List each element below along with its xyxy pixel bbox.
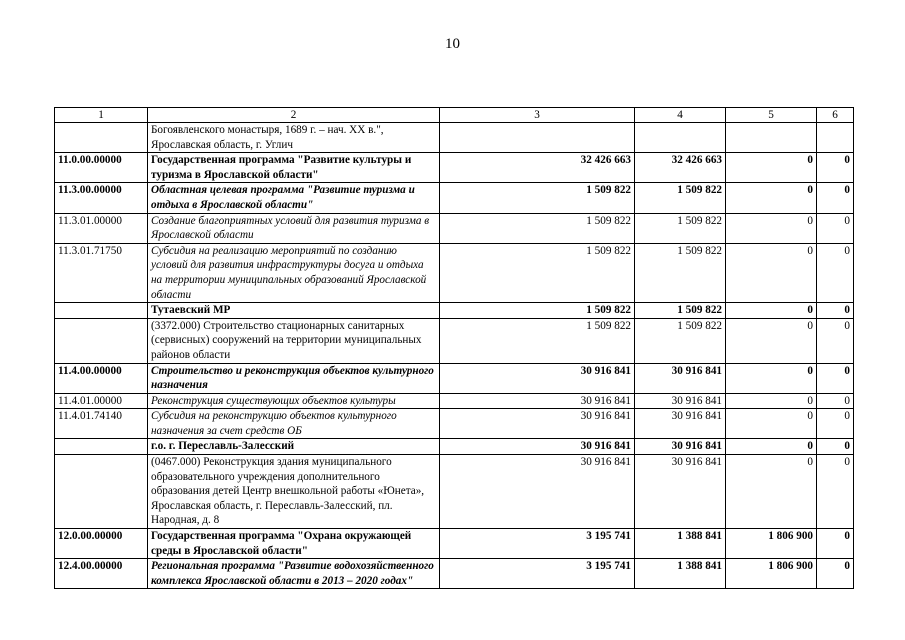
- budget-code-cell: 11.0.00.00000: [55, 153, 148, 183]
- amount-col4-cell: 1 509 822: [635, 183, 726, 213]
- budget-code-cell: [55, 318, 148, 363]
- budget-code-cell: 12.0.00.00000: [55, 529, 148, 559]
- table-row: [55, 123, 854, 153]
- column-number: 2: [148, 108, 440, 123]
- amount-col4-cell: 30 916 841: [635, 393, 726, 409]
- table-row: [55, 183, 854, 213]
- amount-col6-cell: 0: [817, 153, 854, 183]
- amount-col3-cell: 1 509 822: [440, 243, 635, 302]
- amount-col5-cell: 0: [726, 243, 817, 302]
- amount-col5-cell: 1 806 900: [726, 529, 817, 559]
- amount-col6-cell: 0: [817, 439, 854, 455]
- amount-col6-cell: 0: [817, 393, 854, 409]
- amount-col4-cell: 30 916 841: [635, 409, 726, 439]
- column-number: 4: [635, 108, 726, 123]
- amount-col3-cell: 1 509 822: [440, 183, 635, 213]
- amount-col4-cell: 32 426 663: [635, 153, 726, 183]
- table-row: [55, 153, 854, 183]
- amount-col3-cell: 1 509 822: [440, 318, 635, 363]
- table-row: [55, 529, 854, 559]
- budget-code-cell: 11.3.00.00000: [55, 183, 148, 213]
- amount-col5-cell: 0: [726, 303, 817, 319]
- amount-col4-cell: 30 916 841: [635, 455, 726, 529]
- amount-col4-cell: [635, 123, 726, 153]
- page-number: 10: [445, 36, 460, 52]
- amount-col3-cell: 1 509 822: [440, 213, 635, 243]
- amount-col5-cell: 1 806 900: [726, 559, 817, 589]
- table-row: [55, 303, 854, 319]
- amount-col4-cell: 1 388 841: [635, 529, 726, 559]
- amount-col5-cell: 0: [726, 393, 817, 409]
- item-name-cell: Богоявленского монастыря, 1689 г. – нач. XX в.", Ярославская область, г. Углич: [148, 123, 440, 153]
- item-name-cell: Субсидия на реконструкцию объектов культурного назначения за счет средств ОБ: [148, 409, 440, 439]
- budget-code-cell: [55, 123, 148, 153]
- item-name-cell: Строительство и реконструкция объектов культурного назначения: [148, 363, 440, 393]
- item-name-cell: Реконструкция существующих объектов культуры: [148, 393, 440, 409]
- amount-col5-cell: 0: [726, 439, 817, 455]
- amount-col4-cell: 1 509 822: [635, 213, 726, 243]
- amount-col4-cell: 30 916 841: [635, 363, 726, 393]
- table-row: [55, 455, 854, 529]
- budget-code-cell: [55, 439, 148, 455]
- budget-code-cell: 11.3.01.71750: [55, 243, 148, 302]
- amount-col6-cell: 0: [817, 559, 854, 589]
- budget-code-cell: 12.4.00.00000: [55, 559, 148, 589]
- item-name-cell: Государственная программа "Развитие культуры и туризма в Ярославской области": [148, 153, 440, 183]
- amount-col6-cell: 0: [817, 213, 854, 243]
- item-name-cell: (0467.000) Реконструкция здания муниципального образовательного учреждения дополнительного образования детей Центр внешкольной работы «Юнета», Ярославская область, г. Переславль-Залесский, пл. Народная, д. 8: [148, 455, 440, 529]
- amount-col5-cell: 0: [726, 363, 817, 393]
- budget-code-cell: 11.4.00.00000: [55, 363, 148, 393]
- table-row: [55, 213, 854, 243]
- amount-col4-cell: 30 916 841: [635, 439, 726, 455]
- column-number: 3: [440, 108, 635, 123]
- budget-table: [54, 107, 854, 589]
- budget-table-body: [55, 108, 854, 589]
- amount-col5-cell: [726, 123, 817, 153]
- amount-col6-cell: 0: [817, 303, 854, 319]
- column-number: 6: [817, 108, 854, 123]
- amount-col5-cell: 0: [726, 153, 817, 183]
- amount-col3-cell: [440, 123, 635, 153]
- amount-col3-cell: 3 195 741: [440, 529, 635, 559]
- table-row: [55, 439, 854, 455]
- budget-code-cell: [55, 455, 148, 529]
- amount-col6-cell: 0: [817, 529, 854, 559]
- amount-col3-cell: 32 426 663: [440, 153, 635, 183]
- budget-code-cell: 11.4.01.74140: [55, 409, 148, 439]
- amount-col6-cell: 0: [817, 318, 854, 363]
- amount-col5-cell: 0: [726, 409, 817, 439]
- amount-col3-cell: 30 916 841: [440, 409, 635, 439]
- table-row: [55, 393, 854, 409]
- table-row: [55, 409, 854, 439]
- amount-col5-cell: 0: [726, 213, 817, 243]
- amount-col3-cell: 1 509 822: [440, 303, 635, 319]
- column-number-row: [55, 108, 854, 123]
- amount-col4-cell: 1 509 822: [635, 243, 726, 302]
- amount-col6-cell: [817, 123, 854, 153]
- table-row: [55, 243, 854, 302]
- amount-col6-cell: 0: [817, 183, 854, 213]
- item-name-cell: Создание благоприятных условий для развития туризма в Ярославской области: [148, 213, 440, 243]
- amount-col5-cell: 0: [726, 318, 817, 363]
- item-name-cell: Государственная программа "Охрана окружающей среды в Ярославской области": [148, 529, 440, 559]
- amount-col4-cell: 1 509 822: [635, 303, 726, 319]
- amount-col4-cell: 1 388 841: [635, 559, 726, 589]
- amount-col6-cell: 0: [817, 243, 854, 302]
- column-number: 1: [55, 108, 148, 123]
- amount-col3-cell: 30 916 841: [440, 455, 635, 529]
- table-row: [55, 559, 854, 589]
- item-name-cell: г.о. г. Переславль-Залесский: [148, 439, 440, 455]
- item-name-cell: Областная целевая программа "Развитие туризма и отдыха в Ярославской области": [148, 183, 440, 213]
- amount-col3-cell: 30 916 841: [440, 363, 635, 393]
- amount-col6-cell: 0: [817, 363, 854, 393]
- column-number: 5: [726, 108, 817, 123]
- amount-col6-cell: 0: [817, 409, 854, 439]
- amount-col3-cell: 30 916 841: [440, 439, 635, 455]
- item-name-cell: Субсидия на реализацию мероприятий по созданию условий для развития инфраструктуры досуга и отдыха на территории муниципальных образований Ярославской области: [148, 243, 440, 302]
- budget-code-cell: [55, 303, 148, 319]
- amount-col3-cell: 3 195 741: [440, 559, 635, 589]
- item-name-cell: Региональная программа "Развитие водохозяйственного комплекса Ярославской области в 2013 – 2020 годах": [148, 559, 440, 589]
- item-name-cell: Тутаевский МР: [148, 303, 440, 319]
- amount-col5-cell: 0: [726, 455, 817, 529]
- budget-code-cell: 11.3.01.00000: [55, 213, 148, 243]
- budget-code-cell: 11.4.01.00000: [55, 393, 148, 409]
- item-name-cell: (3372.000) Строительство стационарных санитарных (сервисных) сооружений на территории муниципальных районов области: [148, 318, 440, 363]
- table-row: [55, 363, 854, 393]
- amount-col6-cell: 0: [817, 455, 854, 529]
- amount-col5-cell: 0: [726, 183, 817, 213]
- table-row: [55, 318, 854, 363]
- amount-col4-cell: 1 509 822: [635, 318, 726, 363]
- amount-col3-cell: 30 916 841: [440, 393, 635, 409]
